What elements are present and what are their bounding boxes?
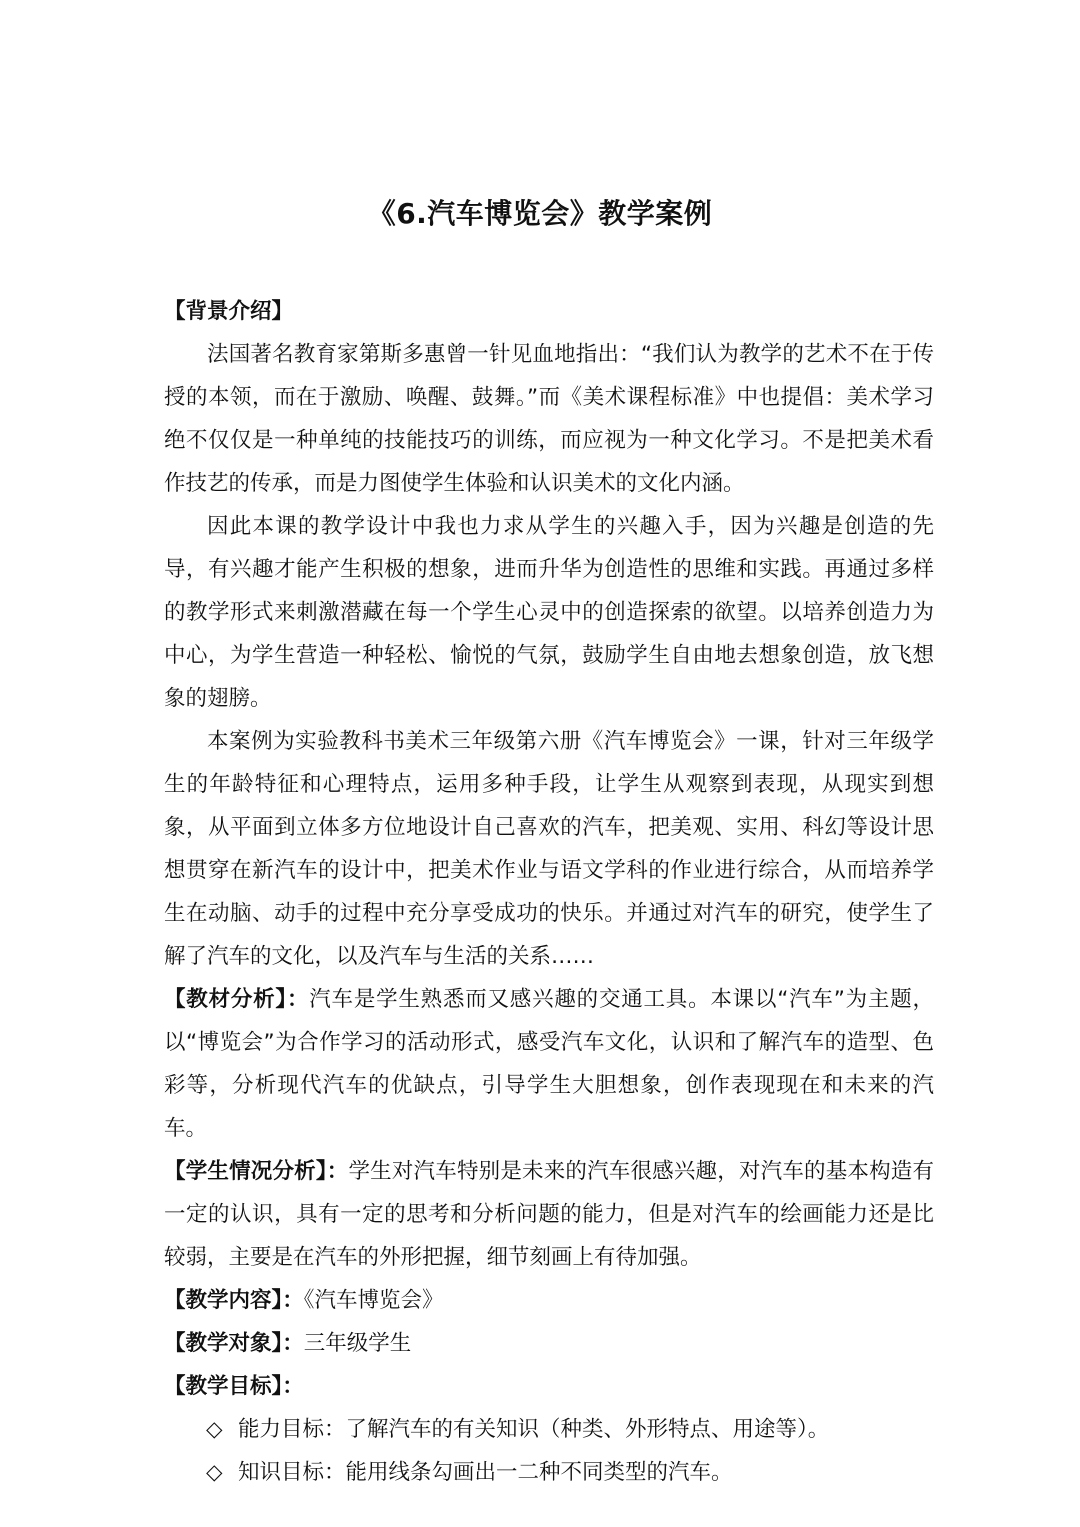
goals-heading: 【教学目标】： xyxy=(164,1374,304,1399)
student-analysis xyxy=(164,1150,934,1279)
background-paragraph-2: 因此本课的教学设计中我也力求从学生的兴趣入手，因为兴趣是创造的先导，有兴趣才能产生积极的想象，进而升华为创造性的思维和实践。再通过多样的教学形式来刺激潜藏在每一个学生心灵中的创造探索的欲望。以培养创造力为中心，为学生营造一种轻松、愉悦的气氛，鼓励学生自由地去想象创造，放飞想象的翅膀。 xyxy=(164,514,934,711)
material-text: 汽车是学生熟悉而又感兴趣的交通工具。本课以“汽车”为主题，以“博览会”为合作学习的活动形式，感受汽车文化，认识和了解汽车的造型、色彩等，分析现代汽车的优缺点，引导学生大胆想象，创作表现现在和未来的汽车。 xyxy=(164,987,934,1141)
goal-text: 能力目标：了解汽车的有关知识（种类、外形特点、用途等）。 xyxy=(238,1417,830,1442)
background-heading: 【背景介绍】 xyxy=(164,299,294,324)
material-analysis xyxy=(164,978,934,1150)
content-text: 《汽车博览会》 xyxy=(303,1288,444,1313)
content-heading: 【教学内容】： xyxy=(164,1288,304,1313)
background-paragraph-3: 本案例为实验教科书美术三年级第六册《汽车博览会》一课，针对三年级学生的年龄特征和心理特点，运用多种手段，让学生从观察到表现，从现实到想象，从平面到立体多方位地设计自己喜欢的汽车，把美观、实用、科幻等设计思想贯穿在新汽车的设计中，把美术作业与语文学科的作业进行综合，从而培养学生在动脑、动手的过程中充分享受成功的快乐。并通过对汽车的研究，使学生了解了汽车的文化，以及汽车与生活的关系…… xyxy=(164,729,934,969)
students-heading: 【学生情况分析】： xyxy=(164,1159,349,1184)
document-title: 《6.汽车博览会》教学案例 xyxy=(367,197,713,230)
teaching-goals xyxy=(164,1365,934,1408)
diamond-bullet-icon: ◇ xyxy=(206,1417,223,1442)
goal-item-knowledge xyxy=(164,1451,934,1494)
teaching-content xyxy=(164,1279,934,1322)
diamond-bullet-icon: ◇ xyxy=(206,1460,223,1485)
students-text: 学生对汽车特别是未来的汽车很感兴趣，对汽车的基本构造有一定的认识，具有一定的思考和分析问题的能力，但是对汽车的绘画能力还是比较弱，主要是在汽车的外形把握，细节刻画上有待加强。 xyxy=(164,1159,934,1270)
target-text: 三年级学生 xyxy=(303,1331,412,1356)
background-paragraph-1: 法国著名教育家第斯多惠曾一针见血地指出：“我们认为教学的艺术不在于传授的本领，而在于激励、唤醒、鼓舞。”而《美术课程标准》中也提倡：美术学习绝不仅仅是一种单纯的技能技巧的训练，而应视为一种文化学习。不是把美术看作技艺的传承，而是力图使学生体验和认识美术的文化内涵。 xyxy=(164,342,934,496)
goal-item-ability xyxy=(164,1408,934,1451)
goal-text: 知识目标：能用线条勾画出一二种不同类型的汽车。 xyxy=(238,1460,733,1485)
document-body xyxy=(164,290,934,1494)
target-heading: 【教学对象】： xyxy=(164,1331,304,1356)
material-heading: 【教材分析】： xyxy=(164,987,310,1012)
teaching-target xyxy=(164,1322,934,1365)
